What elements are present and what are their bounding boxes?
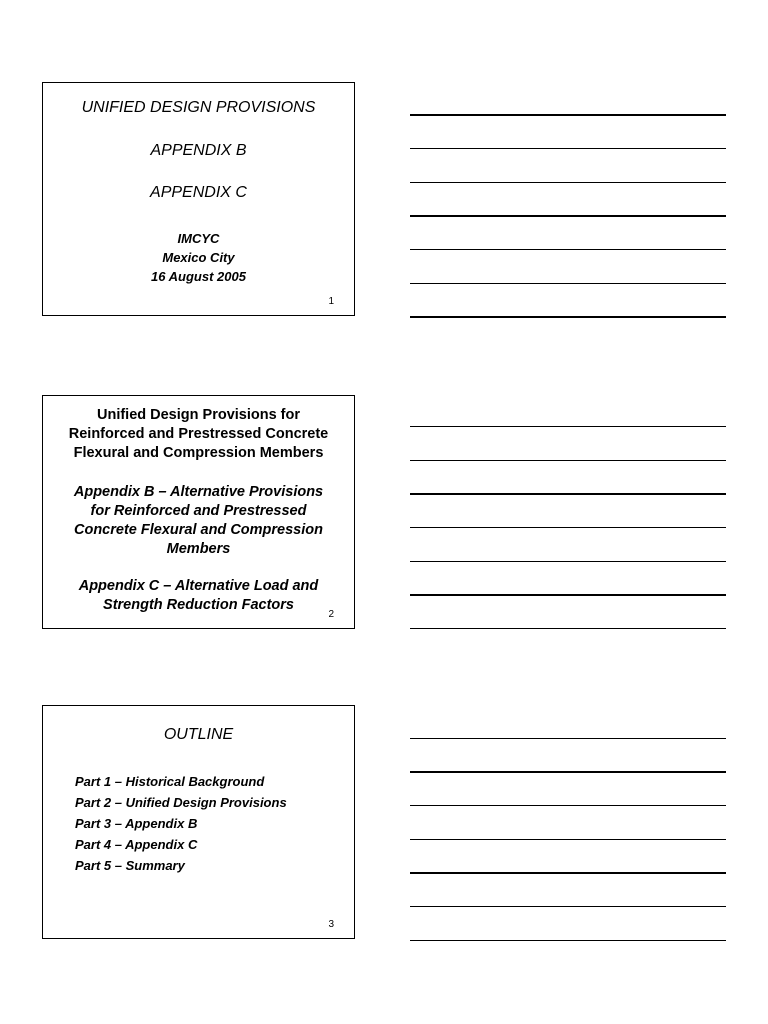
slide-1-title: UNIFIED DESIGN PROVISIONS [81, 99, 316, 116]
slide-2-appendix-c-line: Appendix C – Alternative Load and [78, 578, 319, 594]
outline-item: Part 2 – Unified Design Provisions [75, 795, 287, 810]
outline-list [75, 771, 287, 876]
slide-1 [42, 82, 355, 316]
note-line [410, 249, 726, 250]
slide-2-heading-line: Flexural and Compression Members [73, 445, 324, 461]
slide-number: 1 [328, 296, 334, 307]
slide-3-title: OUTLINE [163, 726, 234, 743]
slide-1-appendix-b: APPENDIX B [150, 142, 247, 159]
note-line [410, 872, 726, 874]
slide-2 [42, 395, 355, 629]
slide-number: 3 [328, 919, 334, 930]
slide-1-appendix-c: APPENDIX C [150, 184, 247, 201]
slide-number: 2 [328, 609, 334, 620]
slide-1-meta [43, 229, 354, 286]
note-line [410, 839, 726, 840]
note-line [410, 561, 726, 562]
note-line [410, 316, 726, 318]
note-line [410, 426, 726, 427]
outline-item: Part 3 – Appendix B [75, 816, 198, 831]
note-line [410, 114, 726, 116]
slide-2-heading-line: Unified Design Provisions for [96, 407, 301, 423]
outline-item: Part 5 – Summary [75, 858, 185, 873]
slide-1-org: IMCYC [177, 231, 220, 246]
slide-2-appendix-b-line: Concrete Flexural and Compression [74, 522, 323, 538]
note-line [410, 283, 726, 284]
slide-2-appendix-b-line: Members [166, 541, 231, 557]
note-line [410, 527, 726, 528]
note-line [410, 738, 726, 739]
note-line [410, 182, 726, 183]
note-line [410, 215, 726, 217]
note-line [410, 906, 726, 907]
outline-item: Part 4 – Appendix C [75, 837, 198, 852]
outline-item: Part 1 – Historical Background [75, 774, 265, 789]
slide-1-location: Mexico City [162, 250, 235, 265]
slide-3 [42, 705, 355, 939]
slide-2-heading-line: Reinforced and Prestressed Concrete [68, 426, 329, 442]
slide-2-appendix-b-line: for Reinforced and Prestressed [90, 503, 307, 519]
note-line [410, 771, 726, 773]
note-line [410, 148, 726, 149]
note-line [410, 460, 726, 461]
slide-2-appendix-b-text [53, 483, 344, 559]
slide-2-appendix-b-line: Appendix B – Alternative Provisions [73, 484, 324, 500]
note-line [410, 493, 726, 495]
note-line [410, 594, 726, 596]
slide-1-date: 16 August 2005 [151, 269, 246, 284]
slide-2-appendix-c-text [53, 577, 344, 615]
note-line [410, 805, 726, 806]
slide-2-heading [53, 406, 344, 463]
note-line [410, 628, 726, 629]
note-line [410, 940, 726, 941]
slide-2-appendix-c-line: Strength Reduction Factors [103, 597, 294, 613]
